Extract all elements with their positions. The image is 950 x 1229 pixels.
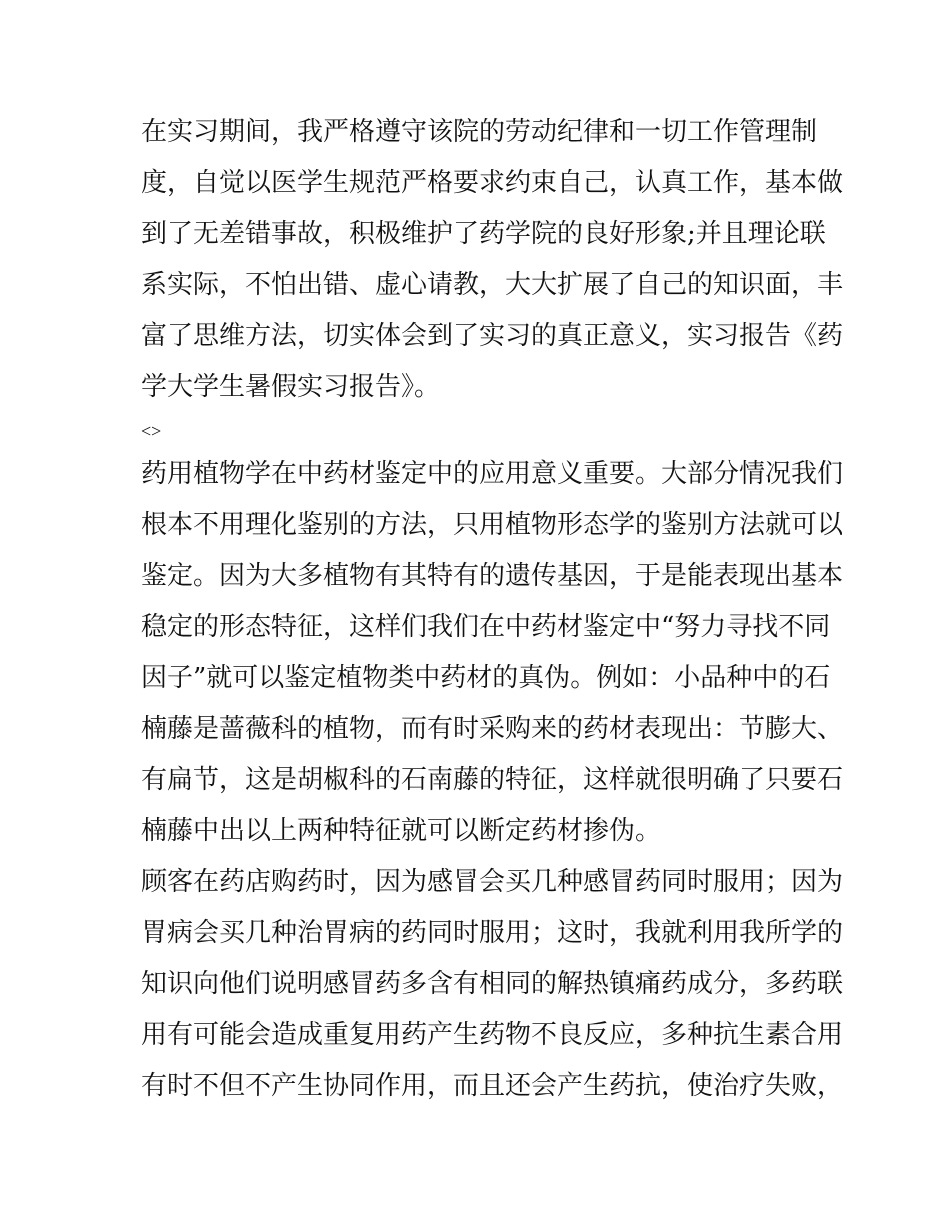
text-line: 楠藤是蔷薇科的植物，而有时采购来的药材表现出：节膨大、 xyxy=(141,714,844,744)
text-line: 顾客在药店购药时，因为感冒会买几种感冒药同时服用；因为 xyxy=(141,867,844,897)
paragraph-botany-identification xyxy=(141,449,844,857)
text-line: 系实际，不怕出错、虚心请教，大大扩展了自己的知识面，丰 xyxy=(141,270,844,300)
text-line: 稳定的形态特征，这样们我们在中药材鉴定中“努力寻找不同 xyxy=(141,612,831,642)
text-line: 在实习期间，我严格遵守该院的劳动纪律和一切工作管理制 xyxy=(141,117,818,147)
text-line: 到了无差错事故，积极维护了药学院的良好形象;并且理论联 xyxy=(141,219,826,249)
text-line: 鉴定。因为大多植物有其特有的遗传基因，于是能表现出基本 xyxy=(141,561,844,591)
text-line: 有扁节，这是胡椒科的石南藤的特征，这样就很明确了只要石 xyxy=(141,765,844,795)
text-line: 知识向他们说明感冒药多含有相同的解热镇痛药成分，多药联 xyxy=(141,969,844,999)
text-line: 根本不用理化鉴别的方法，只用植物形态学的鉴别方法就可以 xyxy=(141,510,844,540)
text-line: 用有可能会造成重复用药产生药物不良反应，多种抗生素合用 xyxy=(141,1020,844,1050)
text-line: 楠藤中出以上两种特征就可以断定药材掺伪。 xyxy=(141,816,662,846)
angle-bracket-marker: <> xyxy=(141,421,162,441)
document-body xyxy=(141,107,844,1112)
text-line: 度，自觉以医学生规范严格要求约束自己，认真工作，基本做 xyxy=(141,168,844,198)
paragraph-internship-summary xyxy=(141,107,844,413)
text-line: 胃病会买几种治胃病的药同时服用；这时，我就利用我所学的 xyxy=(141,918,844,948)
paragraph-pharmacy-advice xyxy=(141,857,844,1112)
text-line: 学大学生暑假实习报告》。 xyxy=(141,372,441,402)
text-line: 药用植物学在中药材鉴定中的应用意义重要。大部分情况我们 xyxy=(141,459,844,489)
text-line: 富了思维方法，切实体会到了实习的真正意义，实习报告《药 xyxy=(141,321,844,351)
text-line: 有时不但不产生协同作用，而且还会产生药抗，使治疗失败， xyxy=(141,1071,844,1101)
text-line: 因子”就可以鉴定植物类中药材的真伪。例如：小品种中的石 xyxy=(141,663,831,693)
